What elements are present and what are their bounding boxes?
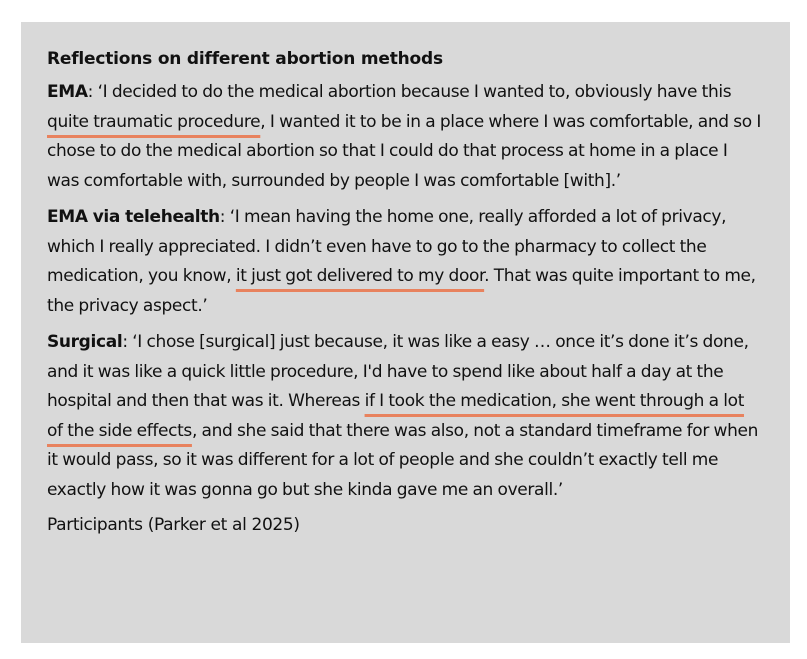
quote-label: EMA	[47, 82, 88, 102]
quote-separator: :	[122, 332, 133, 352]
quote-text: , I wanted it to be in a place where I was comfortable, and so I chose to do the medical abortion so that I could do that process at home in a place I was comfortable with, surrounded by people I was comfortable [with].’	[47, 111, 762, 191]
quote-separator: :	[87, 82, 98, 102]
quote-text: . That was quite important to me, the privacy aspect.’	[47, 266, 756, 316]
quote-text: ‘I decided to do the medical abortion because I wanted to, obviously have this	[97, 82, 732, 102]
quote-ema	[47, 78, 764, 196]
source-citation: Participants (Parker et al 2025)	[47, 515, 300, 535]
panel-title: Reflections on different abortion methods	[47, 49, 443, 69]
quote-text: ‘I mean having the home one, really afforded a lot of privacy, which I really appreciated. I didn’t even have to go to the pharmacy to collect the medication, you know,	[47, 207, 727, 286]
quote-separator: :	[219, 207, 230, 227]
highlighted-phrase: quite traumatic procedure	[47, 111, 261, 132]
quote-surgical	[47, 328, 764, 505]
quote-ema-telehealth	[47, 203, 764, 321]
quote-label: EMA via telehealth	[47, 207, 220, 227]
quote-text: , and she said that there was also, not a standard timeframe for when it would pass, so it was different for a lot of people and she couldn’t exactly tell me exactly how it was gonna go but she kinda gave me an overall.’	[47, 420, 759, 500]
quote-text: ‘I chose [surgical] just because, it was like a easy … once it’s done it’s done, and it was like a quick little procedure, I'd have to spend like about half a day at the hospital and then that was it. Whereas	[47, 332, 749, 411]
highlighted-phrase: if I took the medication, she went through a lot of the side effects	[47, 391, 745, 441]
quote-panel	[21, 22, 790, 643]
highlighted-phrase: it just got delivered to my door	[235, 266, 485, 286]
quote-label: Surgical	[47, 332, 123, 352]
